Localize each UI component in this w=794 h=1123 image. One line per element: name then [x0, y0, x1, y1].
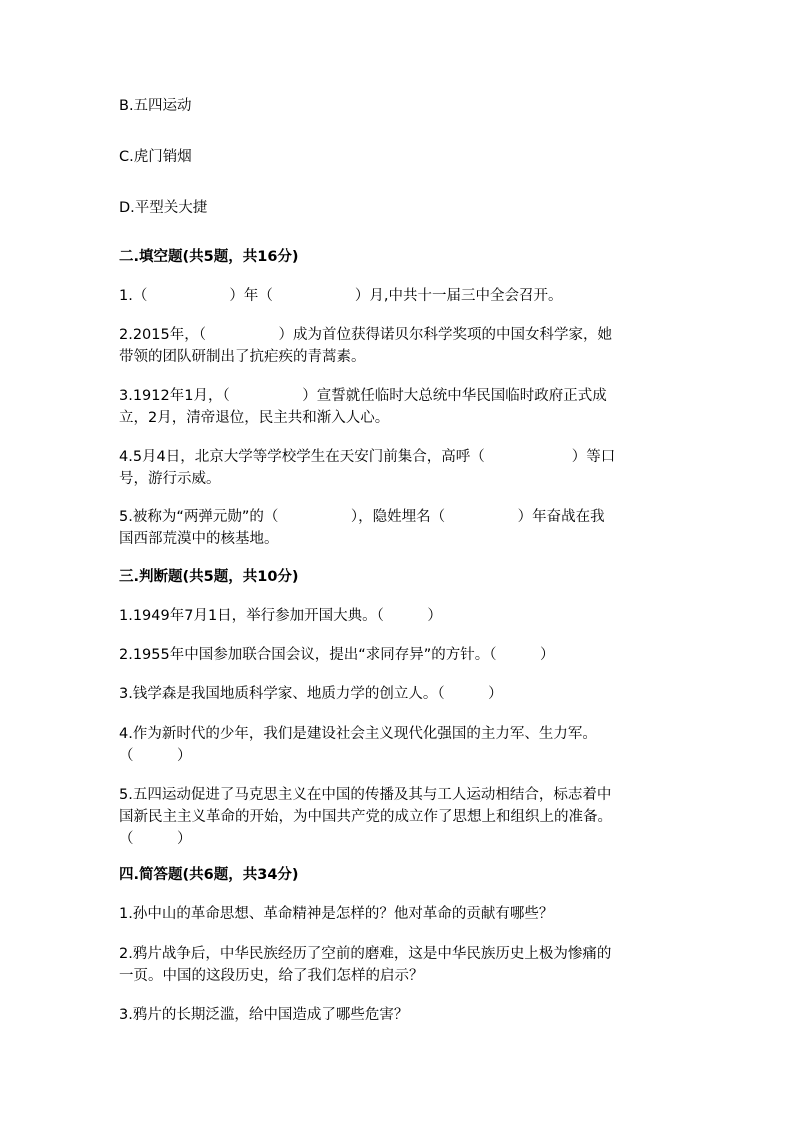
fill-q1-num: 1. [119, 288, 133, 304]
fill-q1-part2: ）年（ [229, 288, 273, 304]
fill-question-1 [119, 285, 679, 307]
short-question-1: 1.孙中山的革命思想、革命精神是怎样的？他对革命的贡献有哪些？ [119, 906, 554, 922]
judge-question-3: 3.钱学森是我国地质科学家、地质力学的创立人。（ ） [119, 686, 503, 702]
section-fill-blank-title: 二.填空题(共5题，共16分) [119, 249, 299, 265]
judge-question-2: 2.1955年中国参加联合国会议，提出“求同存异”的方针。（ ） [119, 647, 555, 663]
judge-question-5-line-3: （ ） [119, 831, 192, 847]
judge-question-4-line-2: （ ） [119, 748, 192, 764]
judge-question-4-line-1: 4.作为新时代的少年，我们是建设社会主义现代化强国的主力军、生力军。 [119, 726, 597, 742]
fill-question-3-line-2: 立，2月，清帝退位，民主共和渐入人心。 [119, 410, 390, 426]
fill-q1-part1: （ [132, 288, 148, 304]
judge-question-5-line-1: 5.五四运动促进了马克思主义在中国的传播及其与工人运动相结合，标志着中 [119, 787, 612, 803]
section-judgement-title: 三.判断题(共5题，共10分) [119, 569, 299, 585]
fill-question-4-line-2: 号，游行示威。 [119, 471, 221, 487]
fill-question-3-line-1: 3.1912年1月，（ ）宣誓就任临时大总统中华民国临时政府正式成 [119, 388, 607, 404]
fill-question-4-line-1: 4.5月4日，北京大学等学校学生在天安门前集合，高呼（ ）等口 [119, 449, 616, 465]
short-question-2-line-1: 2.鸦片战争后，中华民族经历了空前的磨难，这是中华民族历史上极为惨痛的 [119, 946, 612, 962]
short-question-3: 3.鸦片的长期泛滥，给中国造成了哪些危害？ [119, 1007, 409, 1023]
option-c: C.虎门销烟 [119, 149, 192, 165]
fill-q1-part3: ）月,中共十一届三中全会召开。 [354, 288, 563, 304]
fill-question-2-line-2: 带领的团队研制出了抗疟疾的青蒿素。 [119, 349, 366, 365]
judge-question-5-line-2: 国新民主主义革命的开始，为中国共产党的成立作了思想上和组织上的准备。 [119, 809, 612, 825]
fill-question-2-line-1: 2.2015年，（ ）成为首位获得诺贝尔科学奖项的中国女科学家，她 [119, 327, 612, 343]
option-d: D.平型关大捷 [119, 200, 208, 216]
short-question-2-line-2: 一页。中国的这段历史，给了我们怎样的启示？ [119, 968, 424, 984]
fill-question-5-line-2: 国西部荒漠中的核基地。 [119, 531, 279, 547]
section-short-answer-title: 四.简答题(共6题，共34分) [119, 867, 299, 883]
option-b: B.五四运动 [119, 98, 192, 114]
judge-question-1: 1.1949年7月1日，举行参加开国大典。（ ） [119, 608, 442, 624]
fill-question-5-line-1: 5.被称为“两弹元勋”的（ ），隐姓埋名（ ）年奋战在我 [119, 509, 605, 525]
